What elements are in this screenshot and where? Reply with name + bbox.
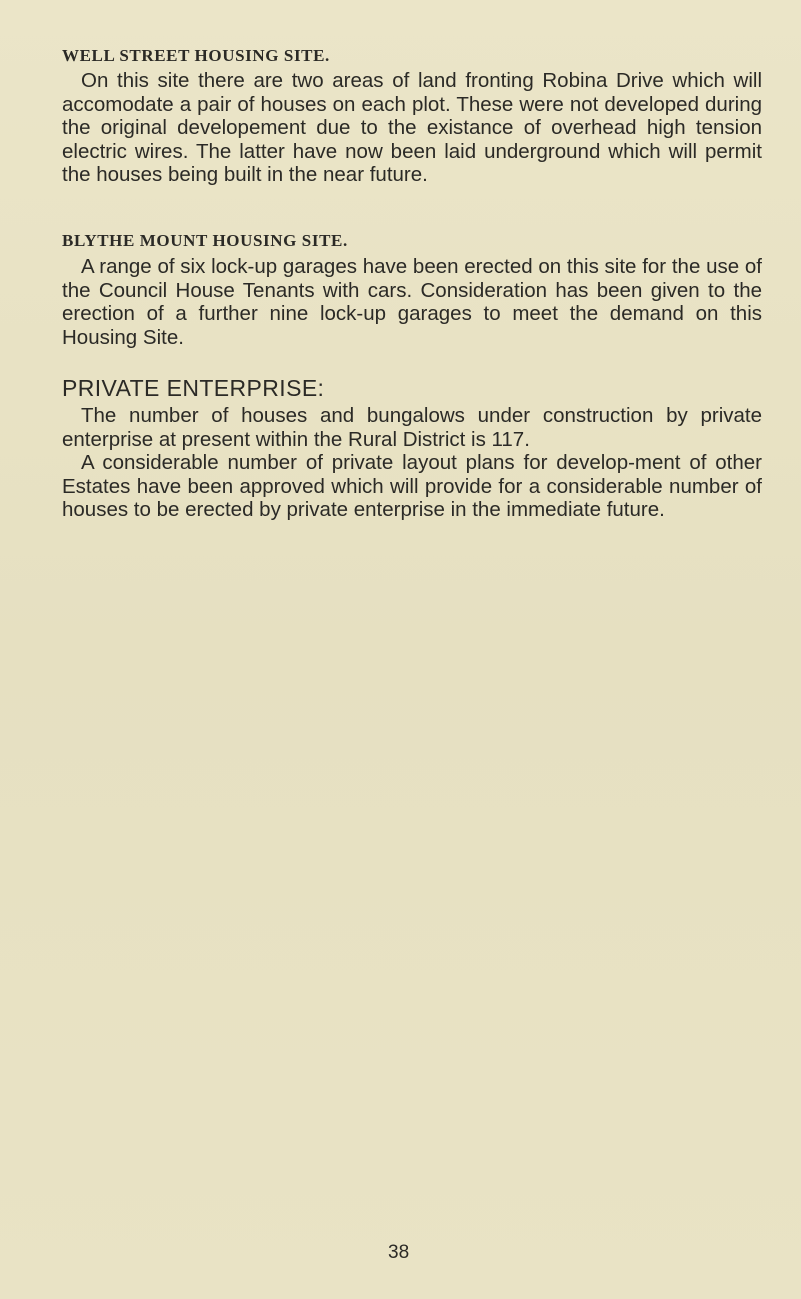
section-heading: PRIVATE ENTERPRISE: [62,375,325,401]
section-heading: BLYTHE MOUNT HOUSING SITE. [62,231,348,250]
section-blythe-mount [62,229,762,349]
section-paragraph: A considerable number of private layout plans for develop-ment of other Estates have been approved which will provide for a considerable number of houses to be erected by private enterprise in the immediate future. [62,451,762,522]
page-number: 38 [388,1242,410,1263]
section-heading: WELL STREET HOUSING SITE. [62,46,330,65]
section-well-street [62,44,762,187]
section-paragraph: The number of houses and bungalows under construction by private enterprise at present within the Rural District is 117. [62,404,762,451]
section-paragraph: On this site there are two areas of land fronting Robina Drive which will accomodate a pair of houses on each plot. These were not developed during the original developement due to the existance of overhead high tension electric wires. The latter have now been laid underground which will permit the houses being built in the near future. [62,69,762,187]
section-paragraph: A range of six lock-up garages have been erected on this site for the use of the Council House Tenants with cars. Consideration has been given to the erection of a further nine lock-up garages to meet the demand on this Housing Site. [62,255,762,349]
section-private-enterprise [62,374,762,522]
